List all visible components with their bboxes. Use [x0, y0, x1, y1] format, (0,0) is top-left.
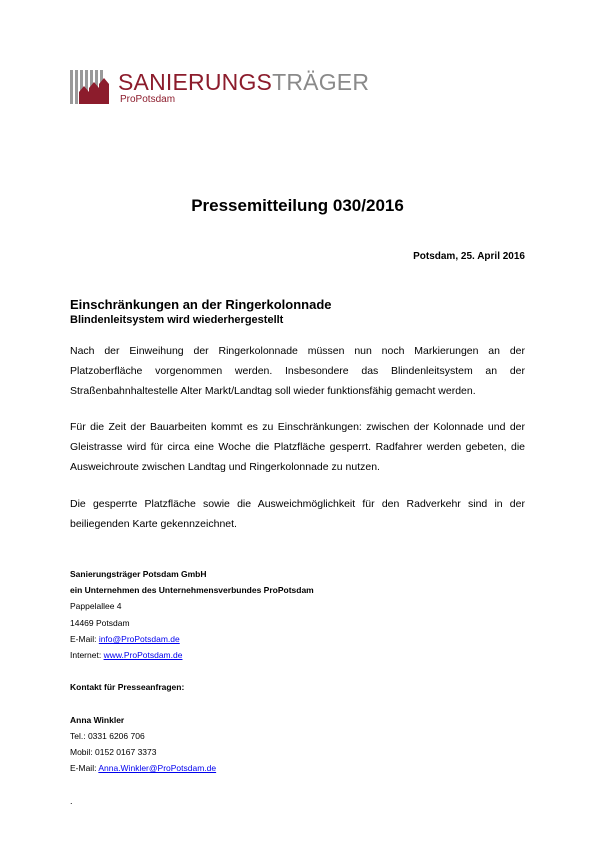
- contact-block: [70, 566, 314, 777]
- contact-person-tel: Tel.: 0331 6206 706: [70, 731, 145, 741]
- internet-label: Internet:: [70, 650, 104, 661]
- spacer: [70, 663, 314, 679]
- company-name: Sanierungsträger Potsdam GmbH: [70, 569, 207, 579]
- contact-person-name: Anna Winkler: [70, 714, 125, 725]
- logo-wordmark: [118, 70, 369, 94]
- paragraph-3: Die gesperrte Platzfläche sowie die Ausweichmöglichkeit für den Radverkehr sind in der beiliegenden Karte gekennzeichnet.: [70, 498, 525, 530]
- contact-person-mobil: Mobil: 0152 0167 3373: [70, 747, 157, 758]
- logo-wordmark-first: SANIERUNGS: [118, 69, 273, 95]
- logo-wordmark-second: TRÄGER: [272, 69, 370, 95]
- person-email-label: E-Mail:: [70, 763, 99, 774]
- logo-subtitle: ProPotsdam: [120, 94, 176, 105]
- company-internet-line: [70, 647, 314, 663]
- press-contact-heading: Kontakt für Presseanfragen:: [70, 682, 185, 693]
- paragraph-1: Nach der Einweihung der Ringerkolonnade müssen nun noch Markierungen an der Platzoberfläche vorgenommen werden. Insbesondere das Blindenleitsystem an der Straßenbahnhaltestelle Alter Markt/Landtag soll wieder funktionsfähig gemacht werden.: [70, 345, 525, 397]
- email-label: E-Mail:: [70, 633, 99, 644]
- article-heading: Einschränkungen an der Ringerkolonnade: [70, 297, 332, 312]
- spacer: [70, 696, 314, 712]
- company-street: Pappelallee 4: [70, 601, 122, 612]
- logo: [70, 69, 370, 108]
- article-subheading: Blindenleitsystem wird wiederhergestellt: [70, 314, 284, 326]
- company-city: 14469 Potsdam: [70, 617, 130, 628]
- paragraph-2: Für die Zeit der Bauarbeiten kommt es zu Einschränkungen: zwischen der Kolonnade und der Gleistrasse wird für circa eine Woche die Platzfläche gesperrt. Radfahrer werden gebeten, die Ausweichroute zwischen Landtag und Ringerkolonnade zu nutzen.: [70, 421, 525, 473]
- company-email-link[interactable]: info@ProPotsdam.de: [98, 633, 180, 644]
- page-title: Pressemitteilung 030/2016: [191, 196, 404, 215]
- company-website-link[interactable]: www.ProPotsdam.de: [103, 650, 183, 661]
- date-line: Potsdam, 25. April 2016: [413, 251, 525, 262]
- company-email-line: [70, 631, 314, 647]
- company-subtitle: ein Unternehmen des Unternehmensverbundes ProPotsdam: [70, 585, 314, 596]
- logo-mark-icon: [70, 70, 112, 106]
- footer-dot: .: [70, 796, 73, 806]
- contact-person-email-line: [70, 760, 314, 776]
- contact-person-email-link[interactable]: Anna.Winkler@ProPotsdam.de: [98, 763, 217, 774]
